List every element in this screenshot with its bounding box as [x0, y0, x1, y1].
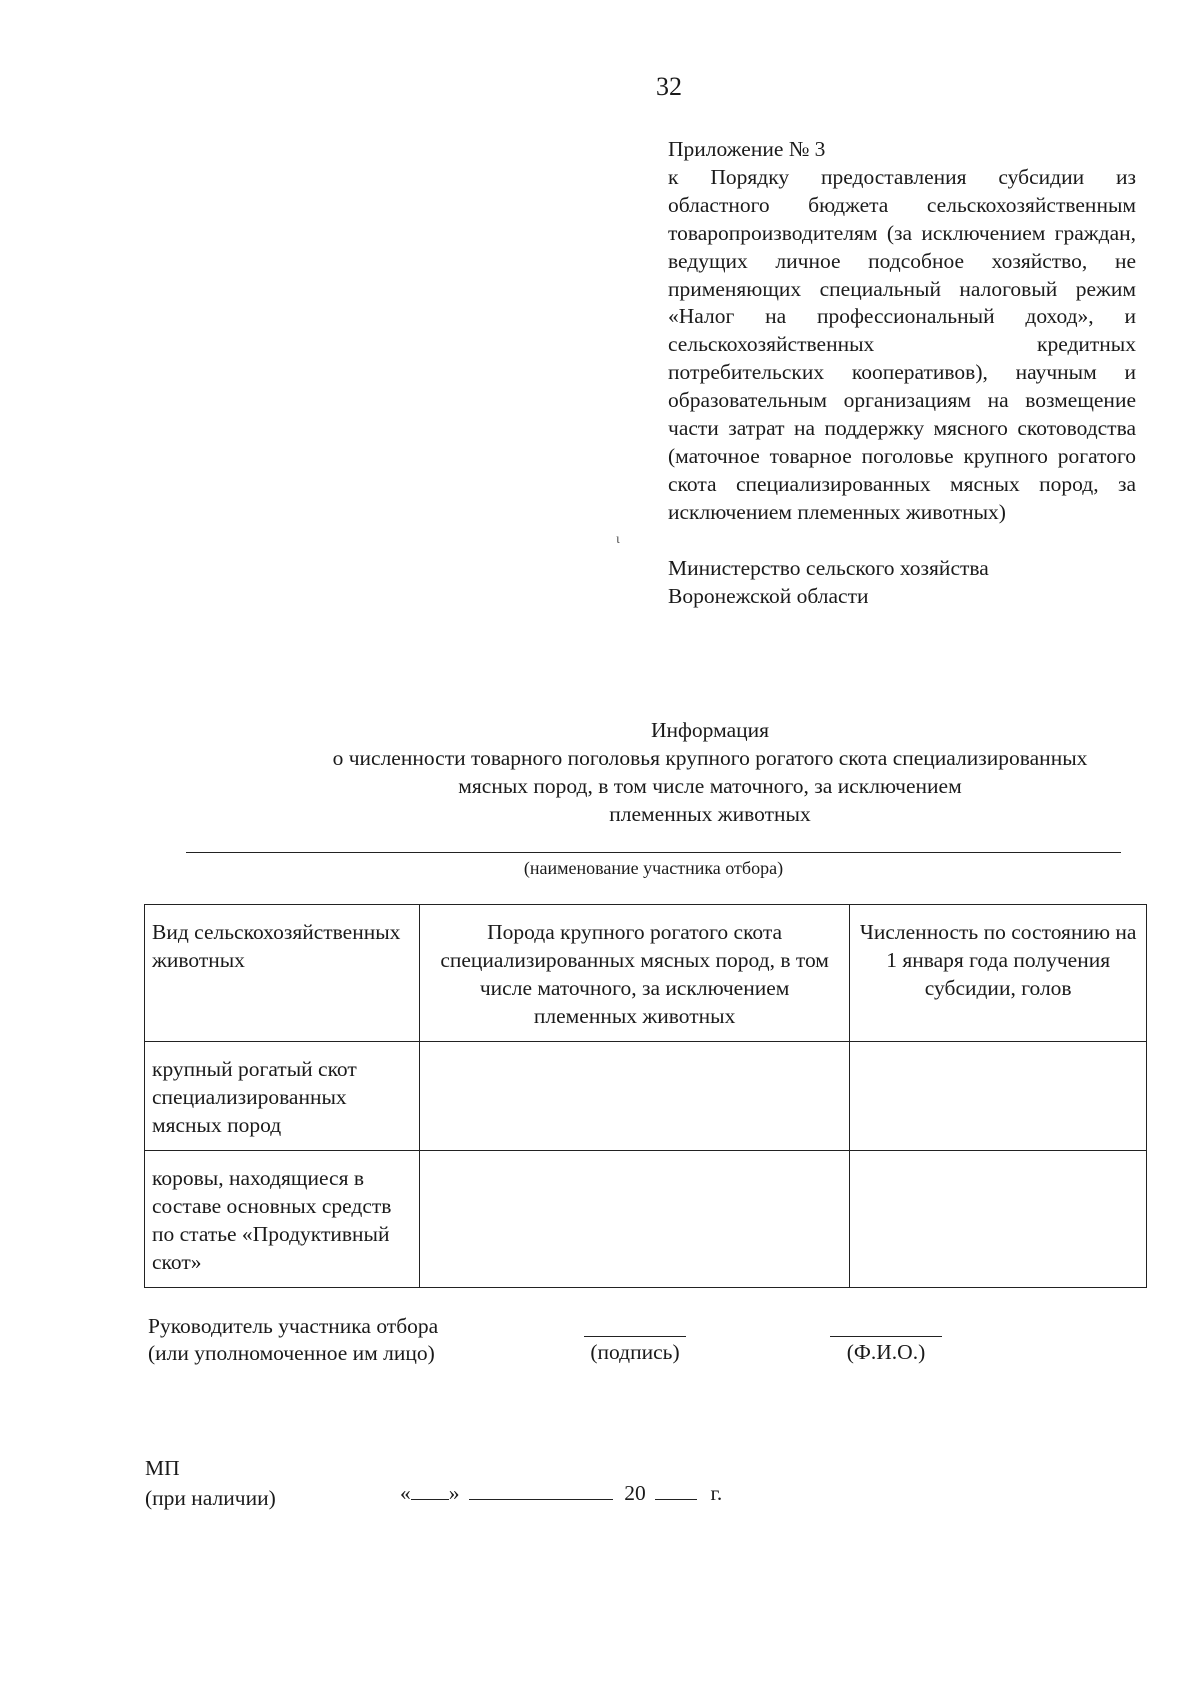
ministry-line-2: Воронежской области [668, 583, 869, 608]
date-open-quote: « [400, 1481, 411, 1505]
ministry-name [668, 555, 1136, 611]
stamp-note: (при наличии) [145, 1486, 276, 1510]
annex-body: к Порядку предоставления субсидии из областного бюджета сельскохозяйственным товаропроизводителям (за исключением граждан, ведущих личное подсобное хозяйство, не применяющих специальный налоговый режим «Налог на профессиональный доход», и сельскохозяйственных кредитных потребительских кооперативов), научным и образовательным организациям на возмещение части затрат на поддержку мясного скотоводства (маточное товарное поголовье крупного рогатого скота специализированных мясных пород, за исключением племенных животных) [668, 164, 1136, 524]
signatory-label [148, 1313, 438, 1367]
document-subtitle-line-2: мясных пород, в том числе маточного, за исключением [458, 774, 962, 798]
cell-headcount-input[interactable] [850, 1151, 1147, 1288]
cell-breed-input[interactable] [419, 1042, 849, 1151]
header-animal-type: Вид сельскохозяйственных животных [145, 905, 420, 1042]
stamp-block [145, 1453, 276, 1513]
cell-animal-type: коровы, находящиеся в составе основных средств по статье «Продуктивный скот» [145, 1151, 420, 1288]
table-row [145, 1151, 1147, 1288]
annex-header [668, 136, 1136, 611]
page-number: 32 [656, 72, 682, 101]
ministry-line-1: Министерство сельского хозяйства [668, 555, 989, 580]
date-close-quote: » [448, 1481, 460, 1505]
signatory-label-line-2: (или уполномоченное им лицо) [148, 1341, 435, 1365]
document-title-block [250, 716, 1170, 828]
cell-animal-type: крупный рогатый скот специализированных мясных пород [145, 1042, 420, 1151]
table-header-row [145, 905, 1147, 1042]
signature-caption: (подпись) [590, 1340, 680, 1364]
cell-headcount-input[interactable] [850, 1042, 1147, 1151]
date-month-field[interactable] [469, 1481, 613, 1500]
participant-name-caption: (наименование участника отбора) [523, 858, 784, 878]
header-breed: Порода крупного рогатого скота специализированных мясных пород, в том числе маточного, за исключением племенных животных [419, 905, 849, 1042]
header-headcount: Численность по состоянию на 1 января года получения субсидии, голов [850, 905, 1147, 1042]
stamp-label: МП [145, 1456, 180, 1480]
document-subtitle-line-3: племенных животных [609, 802, 811, 826]
cell-breed-input[interactable] [419, 1151, 849, 1288]
date-day-field[interactable] [411, 1481, 449, 1500]
date-field [400, 1481, 722, 1506]
document-subtitle-line-1: о численности товарного поголовья крупного рогатого скота специализированных [332, 746, 1088, 770]
full-name-field[interactable] [830, 1336, 942, 1337]
annex-title: Приложение № 3 [668, 137, 826, 161]
full-name-caption: (Ф.И.О.) [846, 1340, 926, 1364]
date-year-field[interactable] [655, 1481, 697, 1500]
table-row [145, 1042, 1147, 1151]
document-title: Информация [650, 718, 770, 742]
participant-name-field[interactable] [186, 852, 1121, 853]
stray-mark: ι [616, 532, 620, 547]
signature-field[interactable] [584, 1336, 686, 1337]
date-year-prefix: 20 [624, 1481, 646, 1505]
livestock-table [144, 904, 1147, 1288]
date-year-suffix: г. [710, 1481, 723, 1505]
signatory-label-line-1: Руководитель участника отбора [148, 1314, 439, 1338]
